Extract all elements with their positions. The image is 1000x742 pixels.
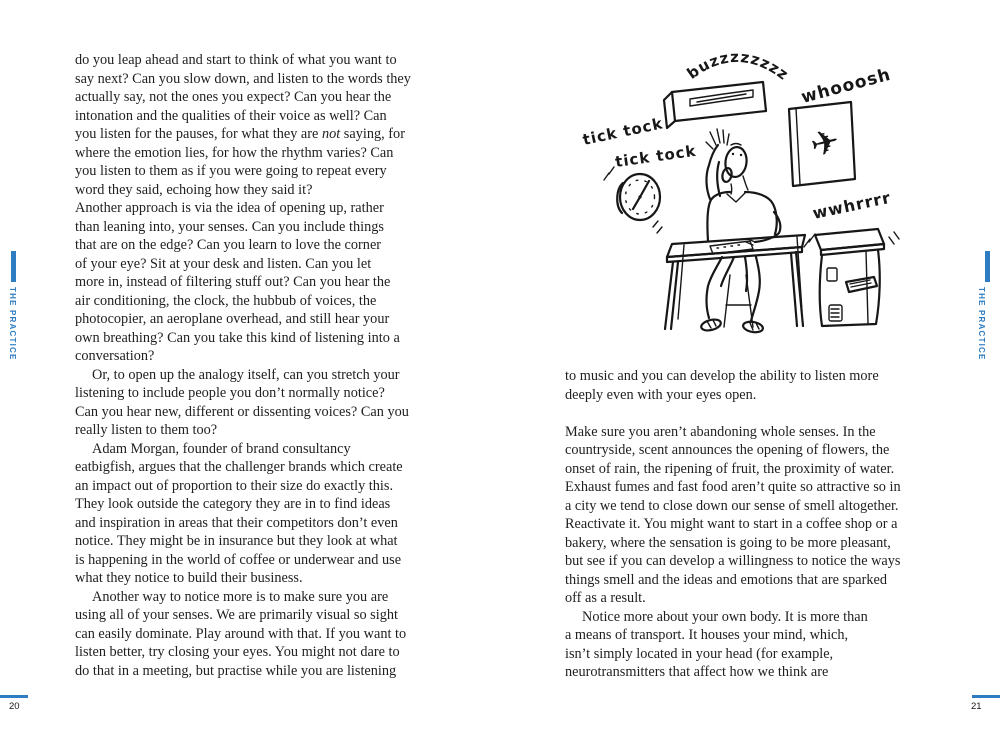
right-page-text — [565, 367, 937, 682]
text-line: own breathing? Can you take this kind of listening into a — [75, 329, 400, 346]
text-line: is happening in the world of coffee or underwear and use — [75, 551, 402, 568]
text-line: isn’t simply located in your head (for example, — [565, 645, 834, 662]
text-line: Or, to open up the analogy itself, can you stretch your — [92, 366, 400, 383]
text-line: Another way to notice more is to make sure you are — [92, 588, 389, 605]
left-footer-accent-line — [0, 695, 28, 698]
text-line: Can you hear new, different or dissenting voices? Can you — [75, 403, 409, 420]
buzz-sound-label: buzzzzzzzz — [683, 47, 793, 85]
text-line: things smell and the ideas and emotions that are sparked — [565, 571, 887, 588]
text-line: eatbigfish, argues that the challenger brands which create — [75, 459, 403, 475]
listening-person-sketch — [700, 129, 780, 334]
office-sounds-illustration — [560, 33, 900, 348]
left-page-number: 20 — [9, 701, 20, 712]
text-line: a city we tend to close down our sense of smell altogether. — [565, 497, 899, 514]
paragraph — [565, 367, 937, 404]
text-line: where the emotion lies, for how the rhythm varies? Can — [75, 144, 394, 161]
text-line: neurotransmitters that affect how we think are — [565, 664, 829, 680]
ticktock-sound-label-2: tick tock — [614, 141, 698, 171]
text-line: and inspiration in areas that their competitors don’t even — [75, 514, 398, 531]
air-conditioner-sketch — [664, 82, 766, 128]
text-line: say next? Can you slow down, and listen to the words they — [75, 70, 411, 87]
text-line: of your eye? Sit at your desk and listen. Can you let — [75, 255, 372, 272]
airplane-icon: ✈ — [806, 120, 844, 167]
text-line: intonation and the qualities of their voice as well? Can — [75, 107, 387, 124]
text-line: photocopier, an aeroplane overhead, and still hear your — [75, 311, 390, 327]
text-line: really listen to them too? — [75, 422, 218, 438]
right-page-number: 21 — [971, 701, 982, 712]
airplane-poster-sketch — [789, 102, 855, 186]
text-line: listening to include people you don’t normally notice? — [75, 385, 385, 401]
text-line: Another approach is via the idea of opening up, rather — [75, 200, 384, 216]
text-line: Exhaust fumes and fast food aren’t quite so attractive so in — [565, 479, 901, 495]
text-line: you listen for the pauses, for what they are not saying, for — [75, 126, 405, 142]
paragraph — [75, 199, 437, 366]
text-line: conversation? — [75, 348, 155, 364]
left-margin-accent-bar — [11, 251, 16, 282]
wall-clock-sketch — [604, 167, 662, 233]
desk-sketch — [665, 235, 805, 329]
whirr-sound-label: wwhrrrr — [810, 187, 893, 223]
paragraph — [75, 588, 437, 681]
text-line: notice. They might be in insurance but they look at what — [75, 533, 398, 549]
text-line: more in, instead of filtering stuff out? Can you hear the — [75, 274, 391, 290]
text-line: do that in a meeting, but practise while you are listening — [75, 662, 397, 679]
text-line: countryside, scent announces the opening of flowers, the — [565, 442, 890, 458]
text-line: word they said, echoing how they said it? — [75, 181, 313, 198]
text-line: do you leap ahead and start to think of what you want to — [75, 52, 397, 68]
text-line: actually say, not the ones you expect? Can you hear the — [75, 89, 392, 105]
text-line: you listen to them as if you were going to repeat every — [75, 163, 387, 179]
text-line: Make sure you aren’t abandoning whole senses. In the — [565, 423, 876, 440]
text-line: bakery, where the sensation is going to be more pleasant, — [565, 534, 891, 551]
text-line: using all of your senses. We are primarily visual so sight — [75, 607, 398, 623]
text-line: an impact out of proportion to their size do exactly this. — [75, 477, 394, 494]
right-footer-accent-line — [972, 695, 1000, 698]
paragraph — [75, 366, 437, 440]
text-line: They look outside the category they are in to find ideas — [75, 496, 391, 512]
text-line: than leaning into, your senses. Can you include things — [75, 218, 384, 235]
right-running-head: THE PRACTICE — [977, 287, 986, 361]
paragraph — [565, 608, 937, 682]
text-line: Adam Morgan, founder of brand consultancy — [92, 440, 351, 457]
text-line: that are on the edge? Can you learn to love the corner — [75, 237, 382, 253]
left-page-text — [75, 51, 437, 680]
text-line: can easily dominate. Play around with that. If you want to — [75, 625, 407, 642]
text-line: a means of transport. It houses your mind, which, — [565, 627, 849, 643]
ticktock-sound-label: tick tock — [581, 114, 665, 149]
text-line: but see if you can develop a willingness to notice the ways — [565, 553, 901, 569]
photocopier-sketch — [804, 229, 899, 326]
text-line: listen better, try closing your eyes. You might not dare to — [75, 644, 400, 660]
paragraph — [75, 440, 437, 588]
right-margin-accent-bar — [985, 251, 990, 282]
paragraph — [75, 51, 437, 199]
text-line: onset of rain, the ripening of fruit, the proximity of water. — [565, 460, 895, 477]
text-line: off as a result. — [565, 590, 646, 606]
text-line: to music and you can develop the ability to listen more — [565, 368, 879, 384]
whoosh-sound-label: whooosh — [799, 64, 894, 108]
paragraph — [565, 423, 937, 608]
left-running-head: THE PRACTICE — [8, 287, 17, 361]
text-line: air conditioning, the clock, the hubbub of voices, the — [75, 292, 377, 309]
text-line: deeply even with your eyes open. — [565, 386, 757, 403]
text-line: Notice more about your own body. It is more than — [582, 608, 868, 625]
text-line: what they notice to build their business. — [75, 570, 303, 586]
text-line: Reactivate it. You might want to start in a coffee shop or a — [565, 516, 898, 532]
